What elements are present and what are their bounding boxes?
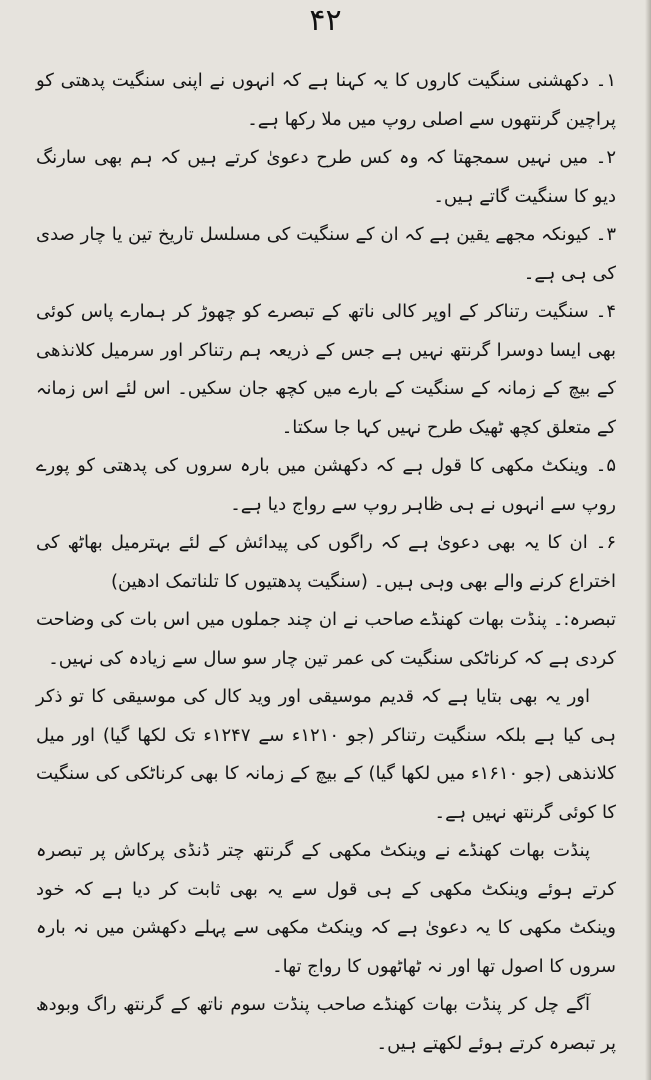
paragraph-point-4: ۴۔ سنگیت رتناکر کے اوپر کالی ناتھ کے تبصرے کو چھوڑ کر ہمارے پاس کوئی بھی ایسا دوسرا گرنتھ نہیں ہے جس کے ذریعہ ہم رتناکر اور سرمیل کلانذھی کے بیچ کے زمانہ کے سنگیت کے بارے میں کچھ جان سکیں۔ اس لئے اس زمانہ کے متعلق کچھ ٹھیک طرح نہیں کہا جا سکتا۔	[36, 301, 616, 438]
paragraph-point-1: ۱۔ دکھشنی سنگیت کاروں کا یہ کہنا ہے کہ انہوں نے اپنی سنگیت پدھتی کو پراچین گرنتھوں سے اصلی روپ میں ملا رکھا ہے۔	[36, 70, 616, 130]
paragraph-raag-vibodh: آگے چل کر پنڈت بھات کھنڈے صاحب پنڈت سوم ناتھ کے گرنتھ راگ وبودھ پر تبصرہ کرتے ہوئے لکھتے ہیں۔	[36, 994, 616, 1054]
page-number: ۴۲	[309, 3, 342, 38]
paragraph-point-5: ۵۔ وینکٹ مکھی کا قول ہے کہ دکھشن میں بارہ سروں کی پدھتی کو پورے روپ سے انہوں نے ہی ظاہر روپ سے رواج دیا ہے۔	[36, 455, 616, 515]
paragraph-chatur-dandi-prakash: پنڈت بھات کھنڈے نے وینکٹ مکھی کے گرنتھ چتر ڈنڈی پرکاش پر تبصرہ کرتے ہوئے وینکٹ مکھی کے ہی قول سے یہ بھی ثابت کر دیا ہے کہ خود وینکٹ مکھی کا یہ دعویٰ ہے کہ وینکٹ مکھی سے پہلے دکھشن میں نہ بارہ سروں کا اصول تھا اور نہ ٹھاٹھوں کا رواج تھا۔	[36, 840, 616, 977]
paragraph-commentary: تبصرہ:۔ پنڈت بھات کھنڈے صاحب نے ان چند جملوں میں اس بات کی وضاحت کردی ہے کہ کرناٹکی سنگیت کی عمر تین چار سو سال سے زیادہ کی نہیں۔	[36, 609, 616, 669]
page-body	[36, 62, 616, 1062]
paragraph-point-3: ۳۔ کیونکہ مجھے یقین ہے کہ ان کے سنگیت کی مسلسل تاریخ تین یا چار صدی کی ہی ہے۔	[36, 224, 616, 284]
paragraph-commentary-continued: اور یہ بھی بتایا ہے کہ قدیم موسیقی اور وید کال کی موسیقی کا تو ذکر ہی کیا ہے بلکہ سنگیت رتناکر (جو ۱۲۱۰ء سے ۱۲۴۷ء تک لکھا گیا) اور میل کلانذھی (جو ۱۶۱۰ء میں لکھا گیا) کے بیچ کے زمانہ کا بھی کرناٹکی کی سنگیت کا کوئی گرنتھ نہیں ہے۔	[36, 686, 616, 823]
page-edge-shadow	[645, 0, 651, 1080]
paragraph-point-2: ۲۔ میں نہیں سمجھتا کہ وہ کس طرح دعویٰ کرتے ہیں کہ ہم بھی سارنگ دیو کا سنگیت گاتے ہیں۔	[36, 147, 616, 207]
paragraph-point-6: ۶۔ ان کا یہ بھی دعویٰ ہے کہ راگوں کی پیدائش کے لئے بہترمیل بھاٹھ کی اختراع کرنے والے بھی وہی ہیں۔ (سنگیت پدھتیوں کا تلناتمک ادھین)	[36, 532, 616, 592]
